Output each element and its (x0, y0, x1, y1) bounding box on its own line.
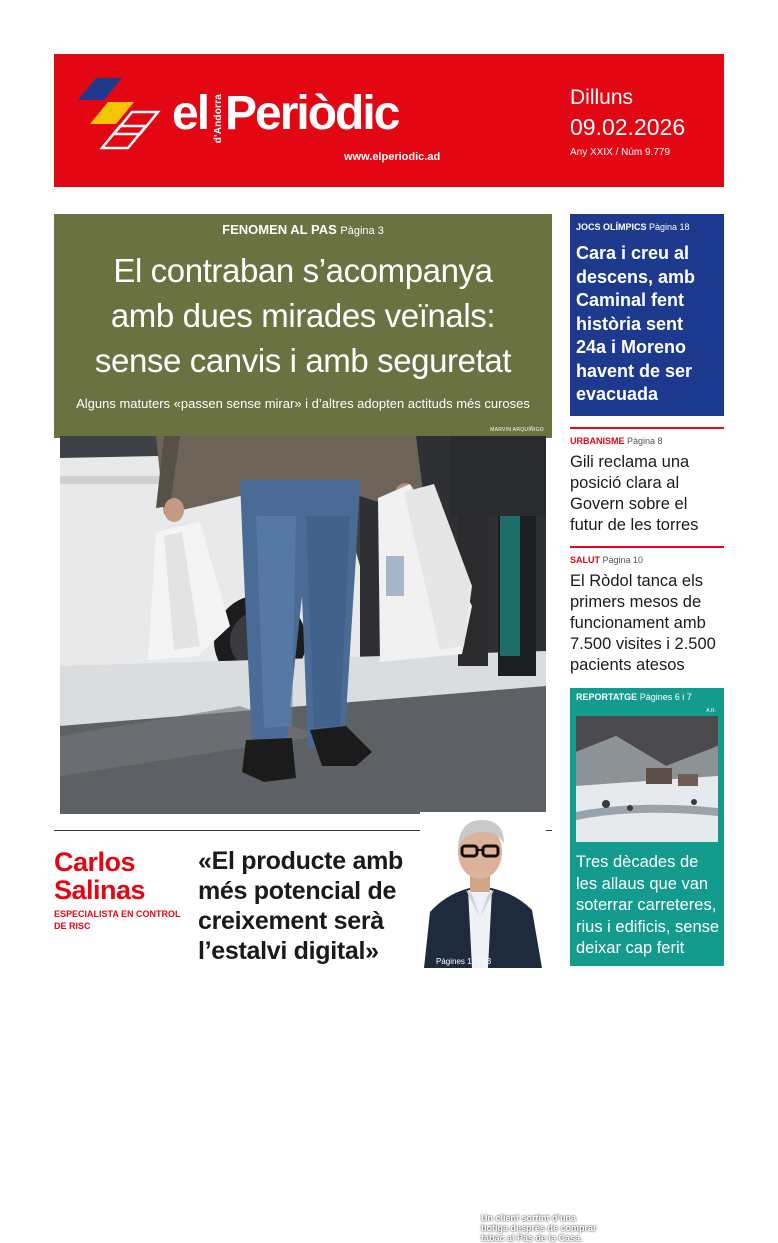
quote-line: l’estalvi digital» (198, 937, 379, 965)
main-kicker-text: FENOMEN AL PAS (222, 222, 337, 237)
jocs-headline-line: evacuada (576, 384, 659, 404)
reportatge-photo[interactable] (576, 716, 718, 842)
main-story-header[interactable] (54, 214, 552, 438)
interview-quote[interactable] (198, 846, 428, 966)
jocs-headline-line: havent de ser (576, 360, 693, 381)
masthead (54, 54, 724, 187)
urbanisme-headline-line: posició clara al (570, 474, 680, 492)
reportatge-headline (576, 852, 724, 960)
issue-number: Any XXIX / Núm 9.779 (570, 147, 671, 158)
main-kicker-page: Pàgina 3 (340, 225, 384, 237)
reportatge-kicker-page: Pàgines 6 i 7 (639, 692, 692, 702)
avalanche-photo-illustration (576, 716, 718, 842)
salut-headline[interactable] (570, 571, 726, 676)
jocs-kicker (576, 222, 690, 232)
quote-line: «El producte amb (198, 847, 403, 875)
jocs-headline-line: Cara i creu al (576, 243, 690, 263)
reportatge-kicker-text: REPORTATGE (576, 692, 638, 702)
quote-line: creixement serà (198, 907, 384, 935)
main-story-kicker (54, 222, 552, 237)
portrait-illustration (420, 812, 546, 968)
salut-kicker-text: SALUT (570, 555, 600, 565)
salut-kicker (570, 555, 643, 565)
jocs-headline-line: història sent (576, 313, 684, 334)
reportatge-headline-line: deixar cap ferit (576, 939, 685, 957)
main-headline-line: amb dues mirades veïnals: (110, 297, 496, 334)
reportatge-headline-line: les allaus que van (576, 874, 709, 893)
andorra-flag-logo-icon (78, 78, 164, 164)
logo-prefix: el (172, 87, 209, 140)
main-headline-line: El contraban s’acompanya (113, 252, 493, 289)
salut-kicker-page: Pàgina 10 (602, 555, 644, 565)
issue-day: Dilluns (570, 86, 634, 109)
logo-name: Periòdic (225, 87, 399, 140)
reportatge-box[interactable] (570, 688, 724, 966)
jocs-headline-line: descens, amb (576, 266, 696, 287)
urbanisme-kicker (570, 436, 663, 446)
urbanisme-headline-line: Gili reclama una (570, 453, 690, 471)
main-headline-line: sense canvis i amb seguretat (94, 342, 512, 379)
urbanisme-kicker-text: URBANISME (570, 436, 625, 446)
interview-pages: Pàgines 12 i 13 (436, 957, 492, 966)
main-headline (60, 248, 546, 383)
urbanisme-kicker-page: Pàgina 8 (627, 436, 663, 446)
reportatge-headline-line: rius i edificis, sense (576, 917, 720, 936)
jocs-olimpics-box[interactable] (570, 214, 724, 416)
reportatge-kicker (576, 692, 692, 702)
main-photo-caption: Un client sortint d’una botiga després de comprar tabac al Pas de la Casa. (481, 1213, 597, 1243)
masthead-url[interactable]: www.elperiodic.ad (344, 151, 441, 163)
jocs-kicker-text: JOCS OLÍMPICS (576, 222, 647, 232)
reportatge-photo-credit: A.R. (706, 708, 716, 714)
interview-role: ESPECIALISTA EN CONTROL DE RISC (54, 909, 181, 931)
salut-rule (570, 546, 724, 548)
jocs-kicker-page: Pàgina 18 (649, 222, 690, 232)
interview-first-name: Carlos (54, 847, 136, 877)
interview-last-name: Salinas (54, 875, 146, 905)
jocs-headline-line: 24a i Moreno (576, 337, 687, 357)
reportatge-headline-line: Tres dècades de (576, 853, 699, 871)
main-photo-illustration (60, 436, 546, 814)
interview-name[interactable] (54, 848, 194, 904)
urbanisme-headline-line: Govern sobre el (570, 495, 688, 513)
urbanisme-headline[interactable] (570, 452, 726, 536)
salut-headline-line: 7.500 visites i 2.500 (570, 635, 716, 653)
quote-line: més potencial de (198, 877, 397, 905)
logo-small-text: d'Andorra (213, 94, 224, 144)
jocs-headline-line: Caminal fent (576, 290, 685, 310)
main-subhead: Alguns matuters «passen sense mirar» i d’altres adopten actituds més curoses (76, 396, 530, 411)
issue-date: 09.02.2026 (570, 114, 686, 140)
salut-headline-line: pacients atesos (570, 656, 685, 674)
salut-headline-line: El Ròdol tanca els (570, 572, 703, 590)
reportatge-headline-line: soterrar carreteres, (576, 896, 717, 914)
salut-headline-line: funcionament amb (570, 614, 706, 632)
main-photo-credit: MARVIN ARQUÍÑIGO (490, 427, 544, 433)
salut-headline-line: primers mesos de (570, 593, 702, 611)
urbanisme-rule (570, 427, 724, 429)
urbanisme-headline-line: futur de les torres (570, 516, 699, 534)
jocs-headline (576, 242, 722, 407)
interview-portrait[interactable] (420, 812, 546, 968)
